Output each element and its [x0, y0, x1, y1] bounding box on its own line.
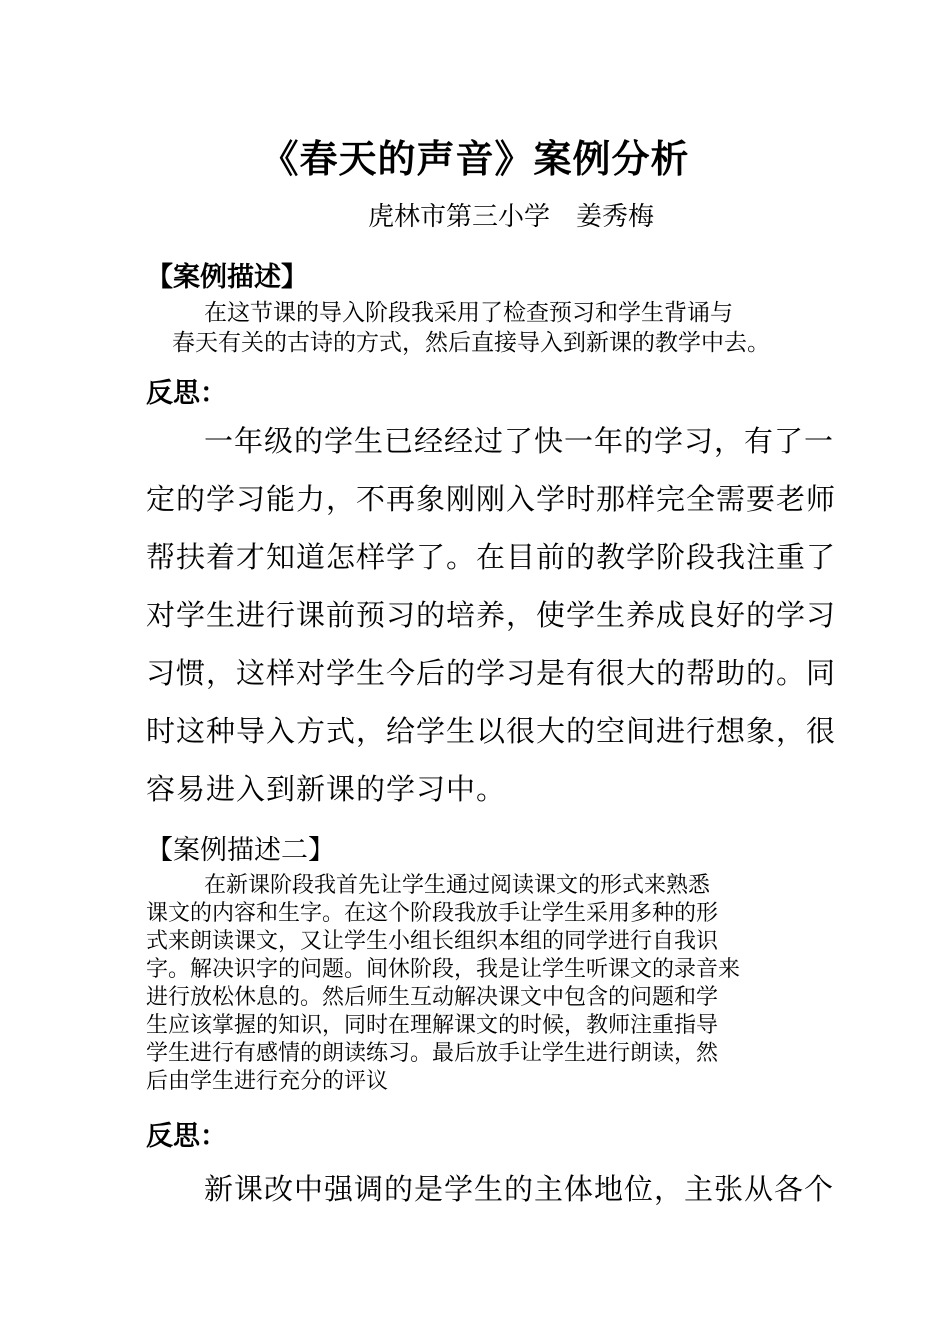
- paragraph-line: 容易进入到新课的学习中。: [146, 772, 507, 806]
- paragraph-line: 后由学生进行充分的评议: [146, 1069, 389, 1094]
- paragraph-line: 在新课阶段我首先让学生通过阅读课文的形式来熟悉: [204, 873, 711, 898]
- paragraph-line: 定的学习能力，不再象刚刚入学时那样完全需要老师: [146, 482, 837, 516]
- paragraph-line: 字。解决识字的问题。间休阶段，我是让学生听课文的录音来: [146, 957, 741, 982]
- paragraph-line: 式来朗读课文，又让学生小组长组织本组的同学进行自我识: [146, 929, 719, 954]
- section-heading-case-description: 【案例描述】: [146, 262, 308, 293]
- paragraph-line: 春天有关的古诗的方式，然后直接导入到新课的教学中去。: [172, 330, 770, 356]
- paragraph-line: 在这节课的导入阶段我采用了检查预习和学生背诵与: [204, 300, 733, 326]
- section-heading-reflection-two: 反思：: [146, 1121, 227, 1152]
- paragraph-line: 新课改中强调的是学生的主体地位，主张从各个: [204, 1172, 835, 1206]
- paragraph-line: 时这种导入方式，给学生以很大的空间进行想象，很: [146, 714, 837, 748]
- paragraph-line: 生应该掌握的知识，同时在理解课文的时候，教师注重指导: [146, 1013, 719, 1038]
- document-author: 虎林市第三小学 姜秀梅: [368, 202, 655, 232]
- paragraph-line: 学生进行有感情的朗读练习。最后放手让学生进行朗读，然: [146, 1041, 719, 1066]
- paragraph-line: 对学生进行课前预习的培养，使学生养成良好的学习: [146, 598, 837, 632]
- section-heading-reflection: 反思：: [146, 378, 227, 409]
- paragraph-line: 一年级的学生已经经过了快一年的学习，有了一: [204, 424, 835, 458]
- document-title: 《春天的声音》案例分析: [260, 136, 690, 181]
- section-heading-case-description-two: 【案例描述二】: [146, 835, 335, 866]
- paragraph-line: 帮扶着才知道怎样学了。在目前的教学阶段我注重了: [146, 540, 837, 574]
- paragraph-line: 课文的内容和生字。在这个阶段我放手让学生采用多种的形: [146, 901, 719, 926]
- paragraph-line: 进行放松休息的。然后师生互动解决课文中包含的问题和学: [146, 985, 719, 1010]
- paragraph-line: 习惯，这样对学生今后的学习是有很大的帮助的。同: [146, 656, 837, 690]
